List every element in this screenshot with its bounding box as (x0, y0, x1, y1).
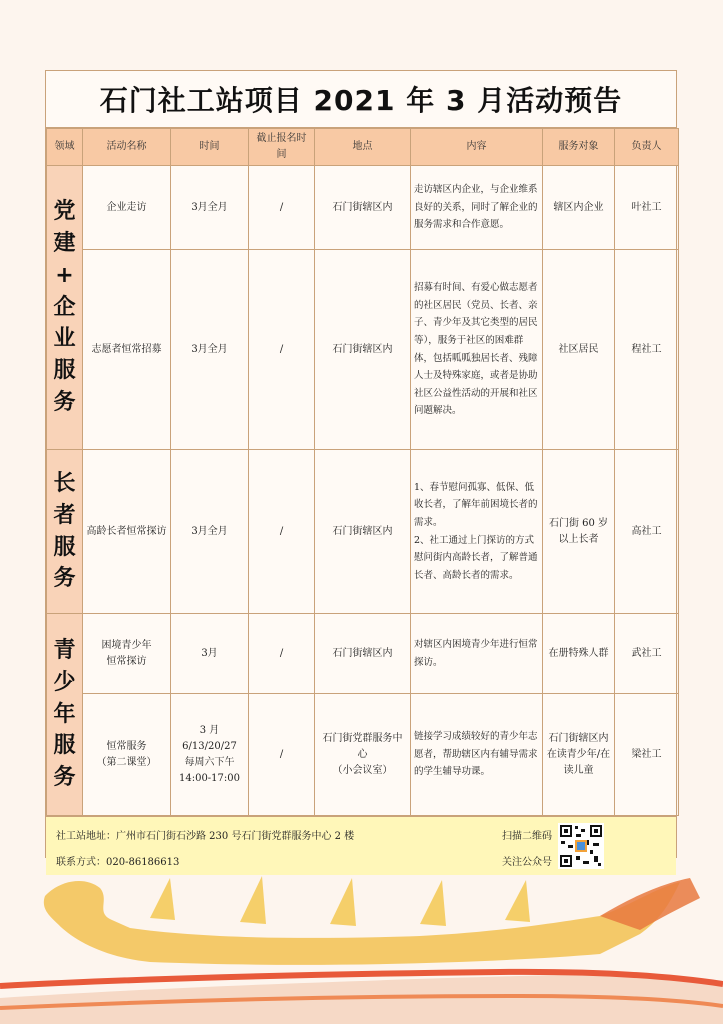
activity-content: 1、春节慰问孤寡、低保、低收长者，了解年前困境长者的需求。 2、社工通过上门探访的方式慰问街内高龄长者，了解普通长者、高龄长者的需求。 (411, 450, 543, 614)
activity-deadline: / (249, 450, 315, 614)
header-owner: 负责人 (615, 129, 679, 166)
activity-place: 石门街辖区内 (315, 250, 411, 450)
activity-owner: 武社工 (615, 614, 679, 694)
activity-time: 3月全月 (171, 250, 249, 450)
scan-qr-label: 扫描二维码 (502, 831, 552, 842)
activity-owner: 梁社工 (615, 694, 679, 816)
activity-name: 志愿者恒常招募 (83, 250, 171, 450)
table-header-row (47, 129, 679, 166)
table-row (47, 614, 679, 694)
header-content: 内容 (411, 129, 543, 166)
activity-content: 走访辖区内企业，与企业维系良好的关系，同时了解企业的服务需求和合作意愿。 (411, 166, 543, 250)
follow-account-label: 关注公众号 (502, 857, 552, 868)
activity-place: 石门街党群服务中心 （小会议室） (315, 694, 411, 816)
activity-place: 石门街辖区内 (315, 166, 411, 250)
header-deadline: 截止报名时间 (249, 129, 315, 166)
activity-name: 困境青少年 恒常探访 (83, 614, 171, 694)
header-activity-name: 活动名称 (83, 129, 171, 166)
header-domain: 领域 (47, 129, 83, 166)
activity-time: 3月 (171, 614, 249, 694)
station-address: 社工站地址：广州市石门街石沙路 230 号石门街党群服务中心 2 楼 (56, 831, 355, 842)
table-row (47, 250, 679, 450)
activity-target: 社区居民 (543, 250, 615, 450)
activity-target: 在册特殊人群 (543, 614, 615, 694)
header-time: 时间 (171, 129, 249, 166)
table-row (47, 166, 679, 250)
table-row (47, 694, 679, 816)
activity-content: 对辖区内困境青少年进行恒常探访。 (411, 614, 543, 694)
activity-time: 3月全月 (171, 166, 249, 250)
activity-owner: 叶社工 (615, 166, 679, 250)
table-row (47, 450, 679, 614)
activity-name: 企业走访 (83, 166, 171, 250)
activity-place: 石门街辖区内 (315, 614, 411, 694)
domain-party-enterprise: 党 建 + 企 业 服 务 (47, 166, 83, 450)
activity-target: 石门街 60 岁以上长者 (543, 450, 615, 614)
activity-deadline: / (249, 614, 315, 694)
activity-deadline: / (249, 250, 315, 450)
contact-phone: 联系方式：020-86186613 (56, 857, 180, 868)
activity-time: 3 月 6/13/20/27 每周六下午 14:00-17:00 (171, 694, 249, 816)
activity-content: 招募有时间、有爱心做志愿者的社区居民（党员、长者、亲子、青少年及其它类型的居民等），服务于社区的困难群体，包括呱呱独居长者、残障人士及特殊家庭，或者是协助社区公益性活动的开展和社区问题解决。 (411, 250, 543, 450)
domain-youth: 青 少 年 服 务 (47, 614, 83, 816)
activity-time: 3月全月 (171, 450, 249, 614)
activity-owner: 高社工 (615, 450, 679, 614)
activity-name: 高龄长者恒常探访 (83, 450, 171, 614)
domain-elderly: 长 者 服 务 (47, 450, 83, 614)
activity-target: 辖区内企业 (543, 166, 615, 250)
header-target: 服务对象 (543, 129, 615, 166)
dragon-boat-illustration (0, 858, 723, 1024)
activity-content: 链接学习成绩较好的青少年志愿者，帮助辖区内有辅导需求的学生辅导功课。 (411, 694, 543, 816)
activity-poster (45, 70, 677, 868)
activity-table (46, 128, 679, 816)
activity-deadline: / (249, 694, 315, 816)
page-title: 石门社工站项目 2021 年 3 月活动预告 (46, 71, 676, 128)
activity-owner: 程社工 (615, 250, 679, 450)
activity-deadline: / (249, 166, 315, 250)
activity-place: 石门街辖区内 (315, 450, 411, 614)
header-place: 地点 (315, 129, 411, 166)
activity-target: 石门街辖区内 在读青少年/在 读儿童 (543, 694, 615, 816)
activity-name: 恒常服务 （第二课堂） (83, 694, 171, 816)
